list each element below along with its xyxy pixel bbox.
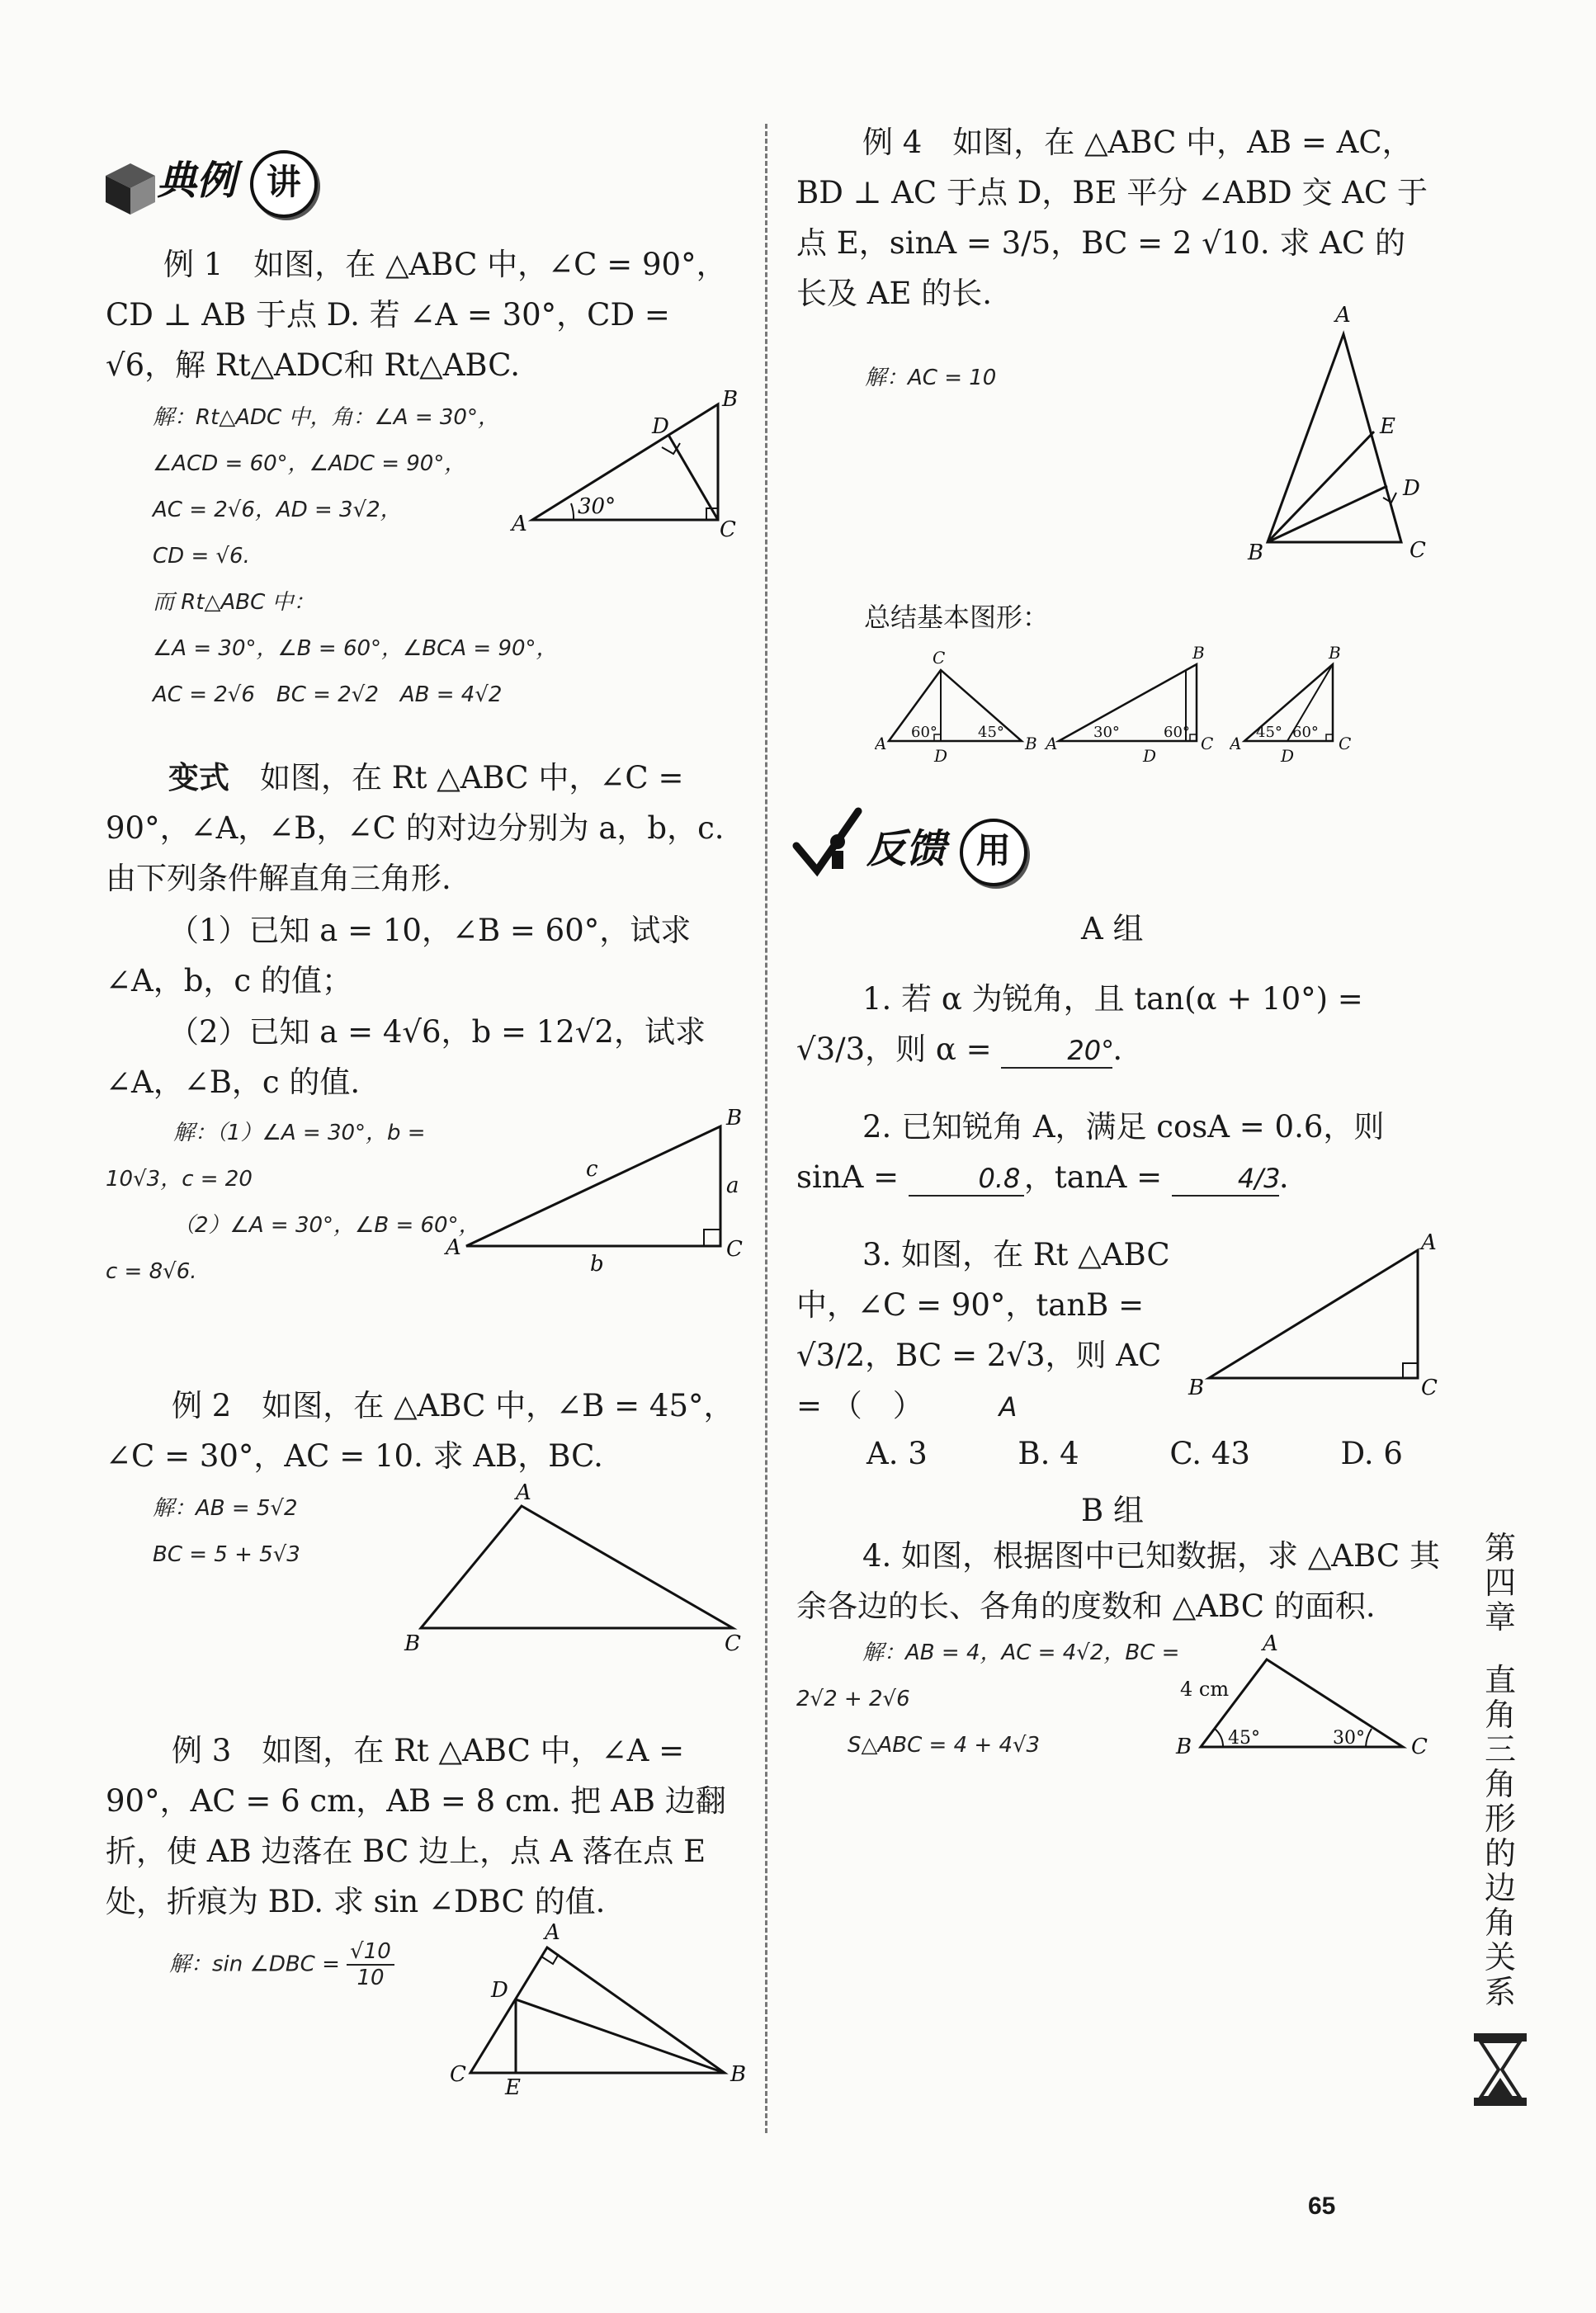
- summary-title: 总结基本图形：: [864, 602, 1050, 633]
- column-divider: [765, 124, 767, 2133]
- sf1-angle-1: 60°: [911, 724, 937, 741]
- sf2-label-D: D: [1143, 746, 1157, 766]
- ex3fig-label-C: C: [450, 2062, 466, 2087]
- question-4: 4. 如图，根据图中已知数据，求 △ABC 其余各边的长、各角的度数和 △ABC 的面积.: [796, 1538, 1440, 1624]
- question-4-solution: 解：AB = 4，AC = 4√2，BC = 2√2 + 2√6 S△ABC = 4 + 4√3: [796, 1640, 1180, 1758]
- varfig-label-a: a: [726, 1173, 739, 1198]
- ex3fig-label-E: E: [505, 2075, 521, 2100]
- sf3-label-C: C: [1339, 734, 1352, 753]
- q4fig-side-label: 4 cm: [1180, 1678, 1230, 1701]
- sf3-label-D: D: [1281, 746, 1295, 766]
- varfig-label-A: A: [446, 1235, 461, 1260]
- summary-figure-3: [1230, 644, 1370, 767]
- example-3-figure: [446, 1923, 751, 2104]
- checkmark-person-icon: [792, 805, 866, 883]
- q1-answer: 20°: [1001, 1034, 1112, 1069]
- sf1-label-B: B: [1025, 734, 1037, 753]
- group-b-title: B 组: [1081, 1493, 1144, 1528]
- example-1-question: 例 1 如图，在 △ABC 中，∠C = 90°，CD ⊥ AB 于点 D. 若 ∠A = 30°，CD = √6，解 Rt△ADC和 Rt△ABC.: [106, 247, 727, 383]
- ex2fig-label-A: A: [516, 1481, 531, 1505]
- chapter-title: 直角三角形的边角关系: [1484, 1662, 1516, 2010]
- header-logo-text-feedback: 反馈: [866, 826, 947, 872]
- summary-figure-2: [1044, 644, 1221, 767]
- varfig-label-B: B: [726, 1106, 743, 1131]
- ex4fig-label-B: B: [1248, 540, 1264, 565]
- varfig-label-c: c: [586, 1157, 598, 1182]
- sf2-label-B: B: [1192, 644, 1205, 663]
- example-1-figure: [503, 388, 751, 553]
- variant-solution: 解：（1）∠A = 30°，b = 10√3，c = 20 （2）∠A = 30°，∠B = 60°， c = 8√6.: [106, 1121, 480, 1284]
- q3-option-b[interactable]: B. 4: [1018, 1436, 1079, 1471]
- question-1: 1. 若 α 为锐角，且 tan(α + 10°) = √3/3，则 α = 20°.: [796, 981, 1363, 1067]
- fig1-label-A: A: [512, 512, 527, 536]
- variant-figure: [441, 1106, 755, 1279]
- hourglass-icon: [1471, 2032, 1530, 2110]
- ex4fig-label-C: C: [1409, 538, 1426, 563]
- sf3-label-B: B: [1329, 644, 1341, 663]
- fig1-label-B: B: [722, 388, 739, 412]
- sf2-label-A: A: [1046, 734, 1058, 753]
- sf2-angle-2: 60°: [1164, 724, 1190, 741]
- ex4fig-label-E: E: [1380, 414, 1395, 439]
- q3-option-c[interactable]: C. 43: [1169, 1436, 1250, 1471]
- q3fig-label-B: B: [1188, 1376, 1205, 1400]
- q4fig-label-B: B: [1176, 1735, 1192, 1759]
- q3fig-label-A: A: [1421, 1230, 1437, 1255]
- section-header-feedback: [866, 817, 1027, 886]
- example-4-solution: 解：AC = 10: [865, 366, 997, 390]
- q4fig-label-A: A: [1263, 1631, 1278, 1656]
- fig1-label-D: D: [652, 414, 669, 439]
- ex4fig-label-D: D: [1403, 476, 1420, 501]
- example-2-question: 例 2 如图，在 △ABC 中，∠B = 45°，∠C = 30°，AC = 10. 求 AB，BC.: [106, 1388, 734, 1474]
- sf3-angle-1: 45°: [1256, 724, 1282, 741]
- example-3-solution: 解：sin ∠DBC = $\frac{√10}{10}$: [169, 1939, 417, 1990]
- q3-option-d[interactable]: D. 6: [1340, 1436, 1403, 1471]
- sf1-label-D: D: [934, 746, 948, 766]
- varfig-label-b: b: [590, 1252, 604, 1277]
- variant-part-1: （1）已知 a = 10，∠B = 60°，试求 ∠A，b，c 的值；: [106, 913, 692, 998]
- variant-question: 变式 如图，在 Rt △ABC 中，∠C = 90°，∠A，∠B，∠C 的对边分别为 a，b，c. 由下列条件解直角三角形.: [106, 759, 725, 896]
- q3-answer: A: [999, 1391, 1018, 1423]
- question-3-figure: [1172, 1230, 1444, 1403]
- sf2-angle-1: 30°: [1093, 724, 1120, 741]
- example-4-figure: [1238, 301, 1452, 569]
- question-4-figure: [1164, 1630, 1444, 1762]
- sf3-angle-2: 60°: [1292, 724, 1319, 741]
- variant-title: 变式: [168, 759, 229, 795]
- sf1-label-A: A: [875, 734, 887, 753]
- fig1-label-C: C: [720, 517, 736, 542]
- q2-answer-1: 0.8: [909, 1162, 1024, 1197]
- header-badge: 讲: [250, 150, 318, 218]
- q2-answer-2: 4/3: [1172, 1162, 1279, 1197]
- sf1-label-C: C: [933, 648, 946, 668]
- ex3fig-label-D: D: [491, 1978, 508, 2003]
- chapter-label: 第四章: [1484, 1530, 1516, 1636]
- ex3fig-label-B: B: [730, 2062, 747, 2087]
- q3fig-label-C: C: [1421, 1376, 1438, 1400]
- header-logo-text: 典例: [157, 158, 237, 204]
- variant-part-2: （2）已知 a = 4√6，b = 12√2，试求 ∠A，∠B，c 的值.: [106, 1014, 706, 1100]
- summary-figure-1: [875, 644, 1040, 767]
- question-2: 2. 已知锐角 A，满足 cosA = 0.6，则 sinA = 0.8 ，tanA = 4/3.: [796, 1109, 1385, 1195]
- example-4-question: 例 4 如图，在 △ABC 中，AB = AC，BD ⊥ AC 于点 D，BE 平分 ∠ABD 交 AC 于点 E，sinA = 3/5，BC = 2 √10. 求 AC 的长及 AE 的长.: [796, 125, 1428, 311]
- sf3-label-A: A: [1230, 734, 1242, 753]
- question-3: 3. 如图，在 Rt △ABC 中，∠C = 90°，tanB = √3/2，BC = 2√3，则 AC = （ ） A: [796, 1237, 1170, 1423]
- group-a-title: A 组: [1081, 911, 1144, 946]
- ex4fig-label-A: A: [1335, 303, 1351, 328]
- page-number: 65: [1308, 2193, 1336, 2220]
- example-1-solution: 解：Rt△ADC 中，角：∠A = 30°， ∠ACD = 60°，∠ADC = 90°， AC = 2√6，AD = 3√2， CD = √6. 而 Rt△ABC 中： ∠A = 30°，∠B = 60°，∠BCA = 90°， AC = 2√6 BC = 2√2 AB = 4√2: [153, 405, 558, 707]
- example-2-solution: 解：AB = 5√2 BC = 5 + 5√3: [153, 1496, 300, 1567]
- varfig-label-C: C: [726, 1237, 743, 1262]
- ex3fig-label-A: A: [545, 1923, 560, 1945]
- example-2-figure: [388, 1481, 751, 1671]
- q4fig-angle-30: 30°: [1333, 1728, 1365, 1749]
- ex2fig-label-C: C: [725, 1631, 741, 1656]
- sf1-angle-2: 45°: [978, 724, 1004, 741]
- header-badge-feedback: 用: [960, 819, 1027, 886]
- sf2-label-C: C: [1201, 734, 1214, 753]
- q4fig-label-C: C: [1411, 1735, 1428, 1759]
- ex2fig-label-B: B: [404, 1631, 421, 1656]
- q4fig-angle-45: 45°: [1228, 1728, 1260, 1749]
- fig1-angle-label: 30°: [578, 494, 616, 519]
- cube-icon: [97, 155, 163, 221]
- example-3-question: 例 3 如图，在 Rt △ABC 中，∠A = 90°，AC = 6 cm，AB = 8 cm. 把 AB 边翻折，使 AB 边落在 BC 边上，点 A 落在点 E 处，折痕为 BD. 求 sin ∠DBC 的值.: [106, 1733, 726, 1919]
- question-3-options: [866, 1436, 1403, 1471]
- q3-option-a[interactable]: A. 3: [866, 1436, 928, 1471]
